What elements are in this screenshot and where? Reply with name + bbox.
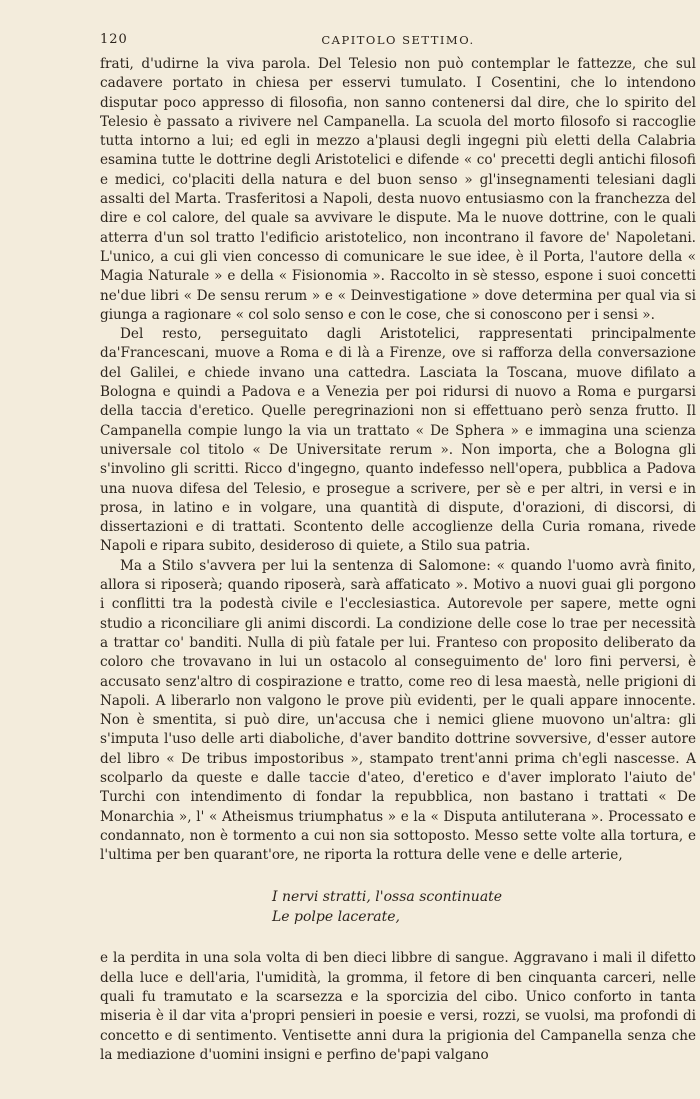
- paragraph-persecution: Del resto, perseguitato dagli Aristotelici, rappresentati principalmente da'Francescani, muove a Roma e di là a Firenze, ove si rafforza della conversazione del Galilei, e chiede invano una cattedra. Lasciata la Toscana, muove difilato a Bologna e quindi a Padova e a Venezia per poi ridursi di nuovo a Roma e purgarsi della taccia d'eretico. Quelle peregrinazioni non si effettuano però senza frutto. Il Campanella compie lungo la via un trattato « De Sphera » e immagina una scienza universale col titolo « De Universitate rerum ». Non importa, che a Bologna gli s'involino gli scritti. Ricco d'ingegno, quanto indefesso nell'opera, pubblica a Padova una nuova difesa del Telesio, e prosegue a scrivere, per sè e per altri, in versi e in prosa, in latino e in volgare, una quantità di dispute, d'orazioni, di discorsi, di dissertazioni e di trattati. Scontento delle accoglienze della Curia romana, rivede Napoli e ripara subito, desideroso di quiete, a Stilo sua patria.: [100, 326, 696, 555]
- running-title: CAPITOLO SETTIMO.: [321, 33, 475, 47]
- verse-quotation: [272, 888, 696, 927]
- page-header: [100, 32, 696, 52]
- book-page: [100, 32, 696, 1065]
- verse-line: Le polpe lacerate,: [272, 908, 400, 925]
- verse-line: I nervi stratti, l'ossa scontinuate: [272, 889, 503, 906]
- body-text: [100, 55, 696, 1065]
- page-number: 120: [100, 32, 128, 47]
- paragraph-closing: e la perdita in una sola volta di ben dieci libbre di sangue. Aggravano i mali il difetto della luce e dell'aria, l'umidità, la gromma, il fetore di ben cinquanta carceri, nelle quali fu tramutato e la scarsezza e la sporcizia del cibo. Unico conforto in tanta miseria è il dar vita a'propri pensieri in poesie e versi, rozzi, se vuolsi, ma profondi di concetto e di sentimento. Ventisette anni dura la prigionia del Campanella senza che la mediazione d'uomini insigni e perfino de'papi valgano: [100, 950, 696, 1063]
- paragraph-continuation: frati, d'udirne la viva parola. Del Telesio non può contemplar le fattezze, che sul cadavere portato in chiesa per esservi tumulato. I Cosentini, che lo intendono disputar poco appresso di filosofia, non sanno contenersi dal dire, che lo spirito del Telesio è passato a rivivere nel Campanella. La scuola del morto filosofo si raccoglie tutta intorno a lui; ed egli in mezzo a'plausi degli ingegni più eletti della Calabria esamina tutte le dottrine degli Aristotelici e difende « co' precetti degli antichi filosofi e medici, co'placiti della natura e del buon senso » gl'insegnamenti telesiani dagli assalti del Marta. Trasferitosi a Napoli, desta nuovo entusiasmo con la franchezza del dire e col calore, del quale sa avvivare le dispute. Ma le nuove dottrine, con le quali atterra d'un sol tratto l'edificio aristotelico, non incontrano il favore de' Napoletani. L'unico, a cui gli vien concesso di comunicare le sue idee, è il Porta, l'autore della « Magia Naturale » e della « Fisionomia ». Raccolto in sè stesso, espone i suoi concetti ne'due libri « De sensu rerum » e « Deinvestigatione » dove determina per qual via si giunga a ragionare « col solo senso e con le cose, che si conoscono per i sensi ».: [100, 56, 696, 323]
- paragraph-imprisonment: Ma a Stilo s'avvera per lui la sentenza di Salomone: « quando l'uomo avrà finito, allora si riposerà; quando riposerà, sarà affaticato ». Motivo a nuovi guai gli porgono i conflitti tra la podestà civile e l'ecclesiastica. Autorevole per sapere, mette ogni studio a riconciliare gli animi discordi. La condizione delle cose lo trae per necessità a trattar co' banditi. Nulla di più fatale per lui. Franteso con proposito deliberato da coloro che trovavano in lui un ostacolo al conseguimento de' loro fini perversi, è accusato senz'altro di cospirazione e tratto, come reo di lesa maestà, nelle prigioni di Napoli. A liberarlo non valgono le prove più evidenti, per le quali appare innocente. Non è smentita, si può dire, un'accusa che i nemici gliene muovono un'altra: gli s'imputa l'uso delle arti diaboliche, d'aver bandito dottrine sovversive, d'esser autore del libro « De tribus impostoribus », stampato trent'anni prima ch'egli nascesse. A scolparlo da queste e dalle taccie d'ateo, d'eretico e d'aver implorato l'aiuto de' Turchi con intendimento di fondar la repubblica, non bastano i trattati « De Monarchia », l' « Atheismus triumphatus » e la « Disputa antiluterana ». Processato e condannato, non è tormento a cui non sia sottoposto. Messo sette volte alla tortura, e l'ultima per ben quarant'ore, ne riporta la rottura delle vene e delle arterie,: [100, 557, 696, 864]
